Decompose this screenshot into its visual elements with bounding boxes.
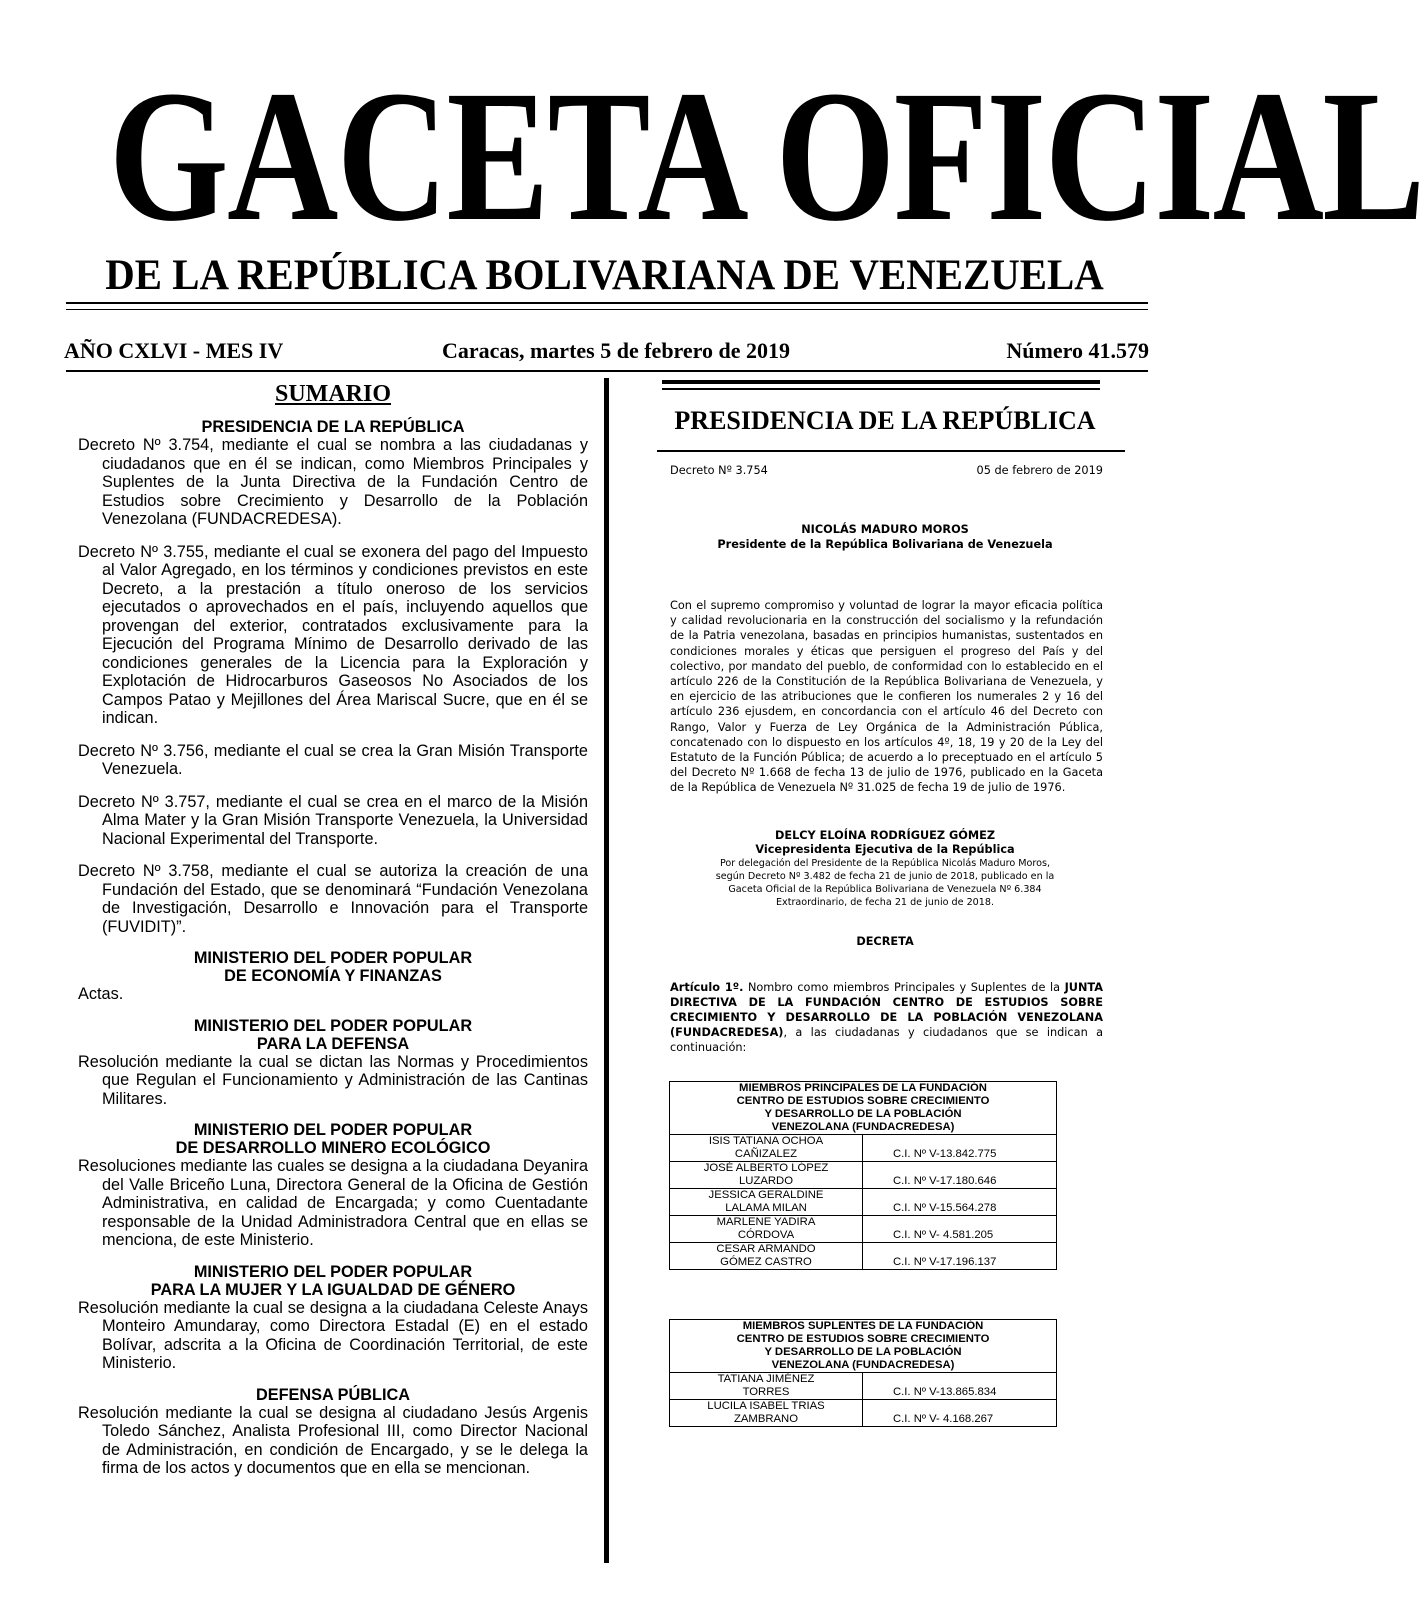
sumario-entry: Decreto Nº 3.758, mediante el cual se autoriza la creación de una Fundación del Estado, que se denominará “Fundación Venezolana de Investigación, Desarrollo e Innovación para el Transporte (FUVIDIT)”. xyxy=(78,862,588,936)
decree-number: Decreto Nº 3.754 xyxy=(670,464,768,477)
table-header-row xyxy=(670,1319,1057,1372)
article-bold-text: JUNTA DIRECTIVA DE LA FUNDACIÓN CENTRO DE ESTUDIOS SOBRE CRECIMIENTO Y DESARROLLO DE LA POBLACIÓN VENEZOLANA (FUNDACREDESA) xyxy=(670,980,1103,1040)
issue-info-bar xyxy=(64,336,1149,366)
sumario-section xyxy=(78,1386,588,1478)
member-ci: C.I. Nº V-15.564.278 xyxy=(863,1188,1057,1215)
table-row xyxy=(670,1372,1057,1399)
president-block xyxy=(645,522,1125,552)
sumario-section xyxy=(78,1017,588,1109)
section-bottom-rule xyxy=(657,450,1125,452)
sumario-entry: Resolución mediante la cual se dictan las Normas y Procedimientos que Regulan el Funcionamiento y Administración de las Cantinas Militares. xyxy=(78,1052,588,1108)
table-row xyxy=(670,1161,1057,1188)
table-row xyxy=(670,1134,1057,1161)
table-header-line: CENTRO DE ESTUDIOS SOBRE CRECIMIENTO xyxy=(736,1332,990,1345)
president-name: NICOLÁS MADURO MOROS xyxy=(801,523,969,536)
vp-delegation-line: según Decreto Nº 3.482 de fecha 21 de junio de 2018, publicado en la xyxy=(715,870,1055,882)
table-header-line: VENEZOLANA (FUNDACREDESA) xyxy=(771,1120,955,1133)
section-title xyxy=(78,1263,588,1299)
sumario-section xyxy=(78,418,588,936)
section-title xyxy=(78,1386,588,1404)
sumario-section xyxy=(78,1121,588,1250)
table-header-line: CENTRO DE ESTUDIOS SOBRE CRECIMIENTO xyxy=(736,1094,990,1107)
section-title xyxy=(78,1121,588,1157)
member-name: JOSÉ ALBERTO LÓPEZ LUZARDO xyxy=(670,1161,863,1188)
table-header xyxy=(670,1081,1057,1134)
sumario-entry: Actas. xyxy=(78,985,124,1003)
section-title-line: MINISTERIO DEL PODER POPULAR xyxy=(193,1262,473,1281)
section-title-line: MINISTERIO DEL PODER POPULAR xyxy=(193,949,473,967)
sumario-entry: Decreto Nº 3.754, mediante el cual se nombra a las ciudadanas y ciudadanos que en él se indican, como Miembros Principales y Suplentes de la Junta Directiva de la Fundación Centro de Estudios sobre Crecimiento y Desarrollo de la Población Venezolana (FUNDACREDESA). xyxy=(78,436,588,528)
section-title xyxy=(78,1017,588,1053)
section-top-rule-thin xyxy=(662,388,1100,390)
sumario-entry: Resolución mediante la cual se designa al ciudadano Jesús Argenis Toledo Sánchez, Analista Profesional III, como Director Nacional de Administración, en condición de Encargado, y se le delega la firma de los actos y documentos que en ella se mencionan. xyxy=(78,1403,588,1477)
decree-preamble: Con el supremo compromiso y voluntad de lograr la mayor eficacia política y calidad revolucionaria en la construcción del socialismo y la refundación de la Patria venezolana, basadas en principios humanistas, sustentados en condiciones morales y éticas que persiguen el progreso del País y del colectivo, por mandato del pueblo, de conformidad con lo establecido en el artículo 226 de la Constitución de la República Bolivariana de Venezuela, y en ejercicio de las atribuciones que le confieren los numerales 2 y 16 del artículo 236 ejusdem, en concordancia con el artículo 46 del Decreto con Rango, Valor y Fuerza de Ley Orgánica de la Administración Pública, concatenado con lo dispuesto en los artículos 4º, 18, 19 y 20 de la Ley del Estatuto de la Función Pública; de acuerdo a lo preceptuado en el artículo 5 del Decreto Nº 1.668 de fecha 13 de julio de 1976, publicado en la Gaceta de la República de Venezuela Nº 31.025 de fecha 19 de julio de 1976. xyxy=(670,599,1103,795)
sumario-section xyxy=(78,949,588,1004)
table-header-line: MIEMBROS SUPLENTES DE LA FUNDACIÓN xyxy=(742,1319,984,1332)
section-title-line: PARA LA DEFENSA xyxy=(256,1034,410,1053)
section-title-line: DE ECONOMÍA Y FINANZAS xyxy=(224,967,442,985)
place-date: Caracas, martes 5 de febrero de 2019 xyxy=(442,338,791,363)
year-month: AÑO CXLVI - MES IV xyxy=(64,338,284,363)
sumario-section xyxy=(78,1263,588,1373)
table-row xyxy=(670,1215,1057,1242)
article-text: , a las ciudadanas y ciudadanos que se indican a continuación: xyxy=(670,1026,1103,1055)
decreta-heading: DECRETA xyxy=(856,934,914,948)
top-rule-1 xyxy=(66,302,1148,304)
section-title-line: MINISTERIO DEL PODER POPULAR xyxy=(193,1016,473,1035)
section-title-line: DE DESARROLLO MINERO ECOLÓGICO xyxy=(175,1139,491,1157)
section-title-line: PARA LA MUJER Y LA IGUALDAD DE GÉNERO xyxy=(150,1280,516,1299)
table-row xyxy=(670,1399,1057,1426)
decree-section-title: PRESIDENCIA DE LA REPÚBLICA xyxy=(674,406,1096,435)
article-1 xyxy=(645,980,1125,1056)
member-ci: C.I. Nº V- 4.581.205 xyxy=(863,1215,1057,1242)
table-header-line: Y DESARROLLO DE LA POBLACIÓN xyxy=(764,1107,962,1120)
vp-delegation-line: Gaceta Oficial de la República Bolivariana de Venezuela Nº 6.384 xyxy=(728,883,1042,895)
masthead-subtitle: DE LA REPÚBLICA BOLIVARIANA DE VENEZUELA xyxy=(105,252,1104,299)
sumario-entry: Resoluciones mediante las cuales se designa a la ciudadana Deyanira del Valle Briceño Luna, Directora General de la Oficina de Gestión Administrativa, en calidad de Encargada; y como Cuentadante responsable de la Unidad Administradora Central que en ellas se menciona, de este Ministerio. xyxy=(78,1157,588,1249)
masthead-title: GACETA OFICIAL xyxy=(108,51,1424,260)
top-rule-2 xyxy=(66,309,1148,310)
decree-date: 05 de febrero de 2019 xyxy=(976,464,1103,477)
section-title-line: PRESIDENCIA DE LA REPÚBLICA xyxy=(201,418,465,436)
vp-delegation-line: Por delegación del Presidente de la República Nicolás Maduro Moros, xyxy=(719,857,1051,869)
sumario-entry: Decreto Nº 3.757, mediante el cual se crea en el marco de la Misión Alma Mater y la Gran Misión Transporte Venezuela, la Universidad Nacional Experimental del Transporte. xyxy=(78,792,588,848)
table-header-row xyxy=(670,1081,1057,1134)
member-ci: C.I. Nº V-13.842.775 xyxy=(863,1134,1057,1161)
member-name: CESAR ARMANDO GÓMEZ CASTRO xyxy=(670,1242,863,1269)
table-header-line: VENEZOLANA (FUNDACREDESA) xyxy=(771,1358,955,1371)
suplentes-table xyxy=(669,1319,1057,1427)
table-header-line: MIEMBROS PRINCIPALES DE LA FUNDACIÓN xyxy=(739,1081,987,1094)
sumario-entry: Decreto Nº 3.755, mediante el cual se exonera del pago del Impuesto al Valor Agregado, en los términos y condiciones previstos en este Decreto, a la prestación a título oneroso de los servicios ejecutados o aprovechados en el país, incluyendo aquellos que provengan del exterior, contratados exclusivamente para la Ejecución del Programa Mínimo de Desarrollo derivado de las condiciones generales de la Licencia para la Exploración y Explotación de Hidrocarburos Gaseosos No Asociados de los Campos Patao y Mejillones del Área Mariscal Sucre, que en él se indican. xyxy=(78,542,588,727)
section-top-rule-thick xyxy=(662,380,1100,384)
section-title-line: DEFENSA PÚBLICA xyxy=(255,1385,411,1404)
table-header xyxy=(670,1319,1057,1372)
vp-delegation-line: Extraordinario, de fecha 21 de junio de 2018. xyxy=(775,896,995,908)
table-row xyxy=(670,1188,1057,1215)
vp-name: DELCY ELOÍNA RODRÍGUEZ GÓMEZ xyxy=(774,828,996,842)
info-rule xyxy=(66,370,1148,372)
article-text: Nombro como miembros Principales y Suplentes de la xyxy=(743,980,1065,994)
principales-table xyxy=(669,1081,1057,1270)
table-row xyxy=(670,1242,1057,1269)
table-header-line: Y DESARROLLO DE LA POBLACIÓN xyxy=(764,1345,962,1358)
issue-number: Número 41.579 xyxy=(1006,338,1149,363)
section-title xyxy=(78,418,588,436)
sumario-entry: Decreto Nº 3.756, mediante el cual se crea la Gran Misión Transporte Venezuela. xyxy=(78,741,588,778)
section-title xyxy=(78,949,588,985)
president-title: Presidente de la República Bolivariana de Venezuela xyxy=(717,538,1053,551)
article-label: Artículo 1º. xyxy=(670,980,744,994)
member-ci: C.I. Nº V- 4.168.267 xyxy=(863,1399,1057,1426)
column-divider xyxy=(604,378,609,1563)
member-ci: C.I. Nº V-17.180.646 xyxy=(863,1161,1057,1188)
sumario-title: SUMARIO xyxy=(274,381,391,407)
member-ci: C.I. Nº V-17.196.137 xyxy=(863,1242,1057,1269)
member-name: JESSICA GERALDINE LALAMA MILAN xyxy=(670,1188,863,1215)
vp-title: Vicepresidenta Ejecutiva de la República xyxy=(755,842,1015,856)
member-name: LUCILA ISABEL TRIAS ZAMBRANO xyxy=(670,1399,863,1426)
member-name: ISIS TATIANA OCHOA CAÑIZALEZ xyxy=(670,1134,863,1161)
vp-signature-block xyxy=(645,829,1125,909)
sumario-column xyxy=(78,380,588,1478)
member-name: MARLENE YADIRA CÓRDOVA xyxy=(670,1215,863,1242)
decree-number-line xyxy=(645,464,1125,477)
member-name: TATIANA JIMÉNEZ TORRES xyxy=(670,1372,863,1399)
member-ci: C.I. Nº V-13.865.834 xyxy=(863,1372,1057,1399)
sumario-entry: Resolución mediante la cual se designa a la ciudadana Celeste Anays Monteiro Amundaray, como Directora Estadal (E) en el estado Bolívar, adscrita a la Oficina de Coordinación Territorial, de este Ministerio. xyxy=(78,1298,588,1372)
section-title-line: MINISTERIO DEL PODER POPULAR xyxy=(193,1121,473,1139)
decree-column xyxy=(645,380,1125,1427)
